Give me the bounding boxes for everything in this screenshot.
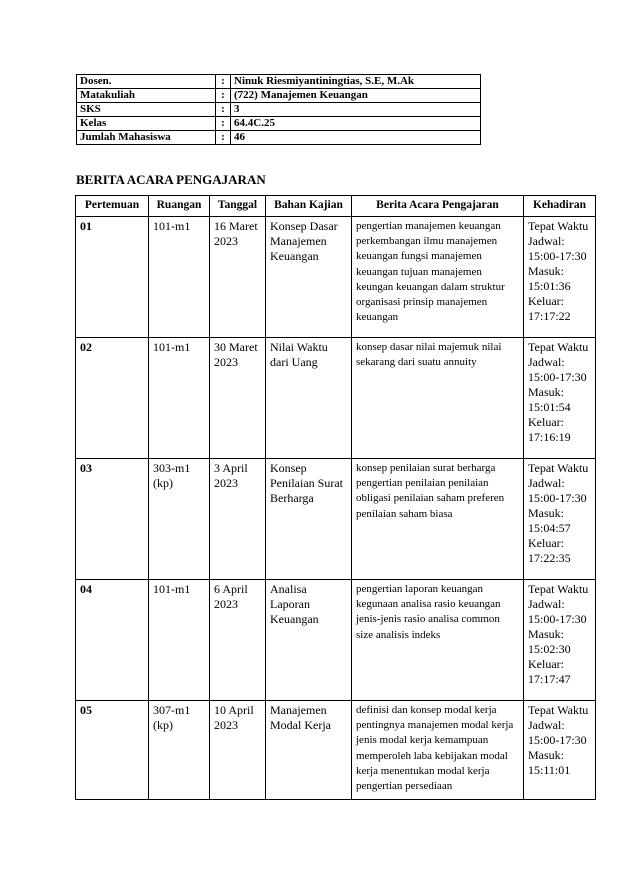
info-label: Jumlah Mahasiswa (77, 131, 216, 145)
cell-pertemuan: 01 (76, 217, 149, 338)
cell-kehadiran: Tepat Waktu Jadwal: 15:00-17:30 Masuk: 15:01:54 Keluar: 17:16:19 (524, 338, 596, 459)
cell-tanggal: 6 April 2023 (210, 580, 266, 701)
cell-tanggal: 10 April 2023 (210, 701, 266, 800)
header-tanggal: Tanggal (210, 196, 266, 217)
cell-bahan-kajian: Konsep Dasar Manajemen Keuangan (266, 217, 352, 338)
info-value: Ninuk Riesmiyantiningtias, S.E, M.Ak (231, 75, 481, 89)
info-label: Kelas (77, 117, 216, 131)
teaching-record-table (75, 195, 596, 800)
cell-ruangan: 101-m1 (149, 217, 210, 338)
cell-ruangan: 101-m1 (149, 580, 210, 701)
cell-bahan-kajian: Analisa Laporan Keuangan (266, 580, 352, 701)
info-row-kelas (77, 117, 481, 131)
info-value: 46 (231, 131, 481, 145)
info-separator: : (216, 89, 231, 103)
table-row (76, 701, 596, 800)
header-pertemuan: Pertemuan (76, 196, 149, 217)
cell-pertemuan: 04 (76, 580, 149, 701)
header-ruangan: Ruangan (149, 196, 210, 217)
info-value: 64.4C.25 (231, 117, 481, 131)
info-label: SKS (77, 103, 216, 117)
cell-tanggal: 3 April 2023 (210, 459, 266, 580)
info-label: Matakuliah (77, 89, 216, 103)
info-separator: : (216, 103, 231, 117)
header-berita-acara: Berita Acara Pengajaran (352, 196, 524, 217)
cell-ruangan: 101-m1 (149, 338, 210, 459)
cell-kehadiran: Tepat Waktu Jadwal: 15:00-17:30 Masuk: 15:11:01 (524, 701, 596, 800)
info-row-jumlah-mahasiswa (77, 131, 481, 145)
info-separator: : (216, 117, 231, 131)
cell-bahan-kajian: Konsep Penilaian Surat Berharga (266, 459, 352, 580)
course-info-table (76, 74, 481, 145)
header-kehadiran: Kehadiran (524, 196, 596, 217)
info-value: (722) Manajemen Keuangan (231, 89, 481, 103)
cell-tanggal: 16 Maret 2023 (210, 217, 266, 338)
cell-berita-acara: konsep dasar nilai majemuk nilai sekarang dari suatu annuity (352, 338, 524, 459)
cell-berita-acara: konsep penilaian surat berharga pengertian penilaian penilaian obligasi penilaian saham preferen penilaian saham biasa (352, 459, 524, 580)
info-separator: : (216, 131, 231, 145)
table-row (76, 338, 596, 459)
cell-bahan-kajian: Manajemen Modal Kerja (266, 701, 352, 800)
table-row (76, 217, 596, 338)
cell-ruangan: 303-m1 (kp) (149, 459, 210, 580)
cell-pertemuan: 02 (76, 338, 149, 459)
header-bahan-kajian: Bahan Kajian (266, 196, 352, 217)
section-title: BERITA ACARA PENGAJARAN (76, 172, 266, 187)
cell-berita-acara: definisi dan konsep modal kerja pentingnya manajemen modal kerja jenis modal kerja kemampuan memperoleh laba kebijakan modal kerja menentukan modal kerja pengertian persediaan (352, 701, 524, 800)
cell-kehadiran: Tepat Waktu Jadwal: 15:00-17:30 Masuk: 15:04:57 Keluar: 17:22:35 (524, 459, 596, 580)
info-row-dosen (77, 75, 481, 89)
info-row-sks (77, 103, 481, 117)
table-row (76, 459, 596, 580)
cell-berita-acara: pengertian manajemen keuangan perkembangan ilmu manajemen keuangan fungsi manajemen keuangan tujuan manajemen keungan keuangan dalam struktur organisasi prinsip manajemen keuangan (352, 217, 524, 338)
table-row (76, 580, 596, 701)
cell-pertemuan: 03 (76, 459, 149, 580)
cell-ruangan: 307-m1 (kp) (149, 701, 210, 800)
cell-kehadiran: Tepat Waktu Jadwal: 15:00-17:30 Masuk: 15:01:36 Keluar: 17:17:22 (524, 217, 596, 338)
info-row-matakuliah (77, 89, 481, 103)
cell-tanggal: 30 Maret 2023 (210, 338, 266, 459)
info-label: Dosen. (77, 75, 216, 89)
info-value: 3 (231, 103, 481, 117)
info-separator: : (216, 75, 231, 89)
cell-kehadiran: Tepat Waktu Jadwal: 15:00-17:30 Masuk: 15:02:30 Keluar: 17:17:47 (524, 580, 596, 701)
cell-bahan-kajian: Nilai Waktu dari Uang (266, 338, 352, 459)
cell-berita-acara: pengertian laporan keuangan kegunaan analisa rasio keuangan jenis-jenis rasio analisa common size analisis indeks (352, 580, 524, 701)
table-header-row (76, 196, 596, 217)
cell-pertemuan: 05 (76, 701, 149, 800)
